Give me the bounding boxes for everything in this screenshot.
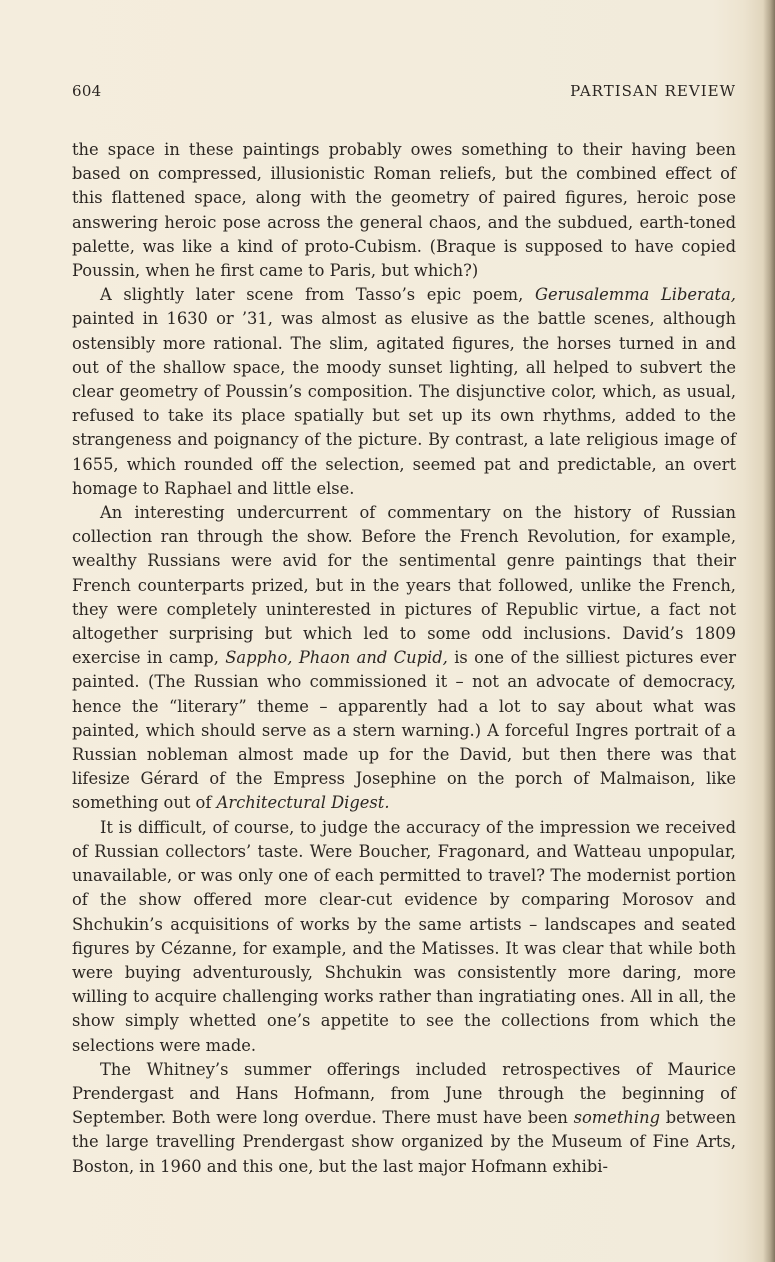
paragraph: A slightly later scene from Tasso’s epic poem, Gerusalemma Liberata, painted in 1630 or ’31, was almost as elusive as the battle scenes, although ostensibly more rational. The slim, agitated figures, the horses turned in and out of the shallow space, the moody sunset lighting, all helped to subvert the clear geometry of Poussin’s composition. The disjunctive color, which, as usual, refused to take its place spatially but set up its own rhythms, added to the strangeness and poignancy of the picture. By contrast, a late religious image of 1655, which rounded off the selection, seemed pat and predictable, an overt homage to Raphael and little else. [72, 285, 736, 498]
body-text [72, 138, 736, 1179]
page-header [72, 82, 736, 104]
paragraph: the space in these paintings probably owes something to their having been based on compressed, illusionistic Roman reliefs, but the combined effect of this flattened space, along with the geometry of paired figures, heroic pose answering heroic pose across the general chaos, and the subdued, earth-toned palette, was like a kind of proto-Cubism. (Braque is supposed to have copied Poussin, when he first came to Paris, but which?) [72, 140, 736, 281]
paragraph: It is difficult, of course, to judge the accuracy of the impression we received of Russian collectors’ taste. Were Boucher, Fragonard, and Watteau unpopular, unavailable, or was only one of each permitted to travel? The modernist portion of the show offered more clear-cut evidence by comparing Morosov and Shchukin’s acquisitions of works by the same artists – landscapes and seated figures by Cézanne, for example, and the Matisses. It was clear that while both were buying adventurously, Shchukin was consistently more daring, more willing to acquire challenging works rather than ingratiating ones. All in all, the show simply whetted one’s appetite to see the collections from which the selections were made. [72, 817, 736, 1055]
page-edge-shadow [763, 0, 775, 1262]
italic-title: Sappho, Phaon and Cupid, [225, 648, 448, 668]
italic-title: Architectural Digest. [216, 793, 390, 813]
paragraph: The Whitney’s summer offerings included retrospectives of Maurice Prendergast and Hans Hofmann, from June through the beginning of September. Both were long overdue. There must have been something between the large travelling Prendergast show organized by the Museum of Fine Arts, Boston, in 1960 and this one, but the last major Hofmann exhibi- [72, 1059, 736, 1176]
italic-title: Gerusalemma Liberata, [534, 285, 736, 305]
page-number: 604 [72, 82, 102, 100]
paragraph: An interesting undercurrent of commentary on the history of Russian collection ran through the show. Before the French Revolution, for example, wealthy Russians were avid for the sentimental genre paintings that their French counterparts prized, but in the years that followed, unlike the French, they were completely uninterested in pictures of Republic virtue, a fact not altogether surprising but which led to some odd inclusions. David’s 1809 exercise in camp, Sappho, Phaon and Cupid, is one of the silliest pictures ever painted. (The Russian who commissioned it – not an advocate of democracy, hence the “literary” theme – apparently had a lot to say about what was painted, which should serve as a stern warning.) A forceful Ingres portrait of a Russian nobleman almost made up for the David, but then there was that lifesize Gérard of the Empress Josephine on the porch of Malmaison, like something out of Architectural Digest. [72, 503, 736, 813]
running-head: PARTISAN REVIEW [570, 82, 736, 100]
italic-emphasis: something [573, 1108, 660, 1128]
